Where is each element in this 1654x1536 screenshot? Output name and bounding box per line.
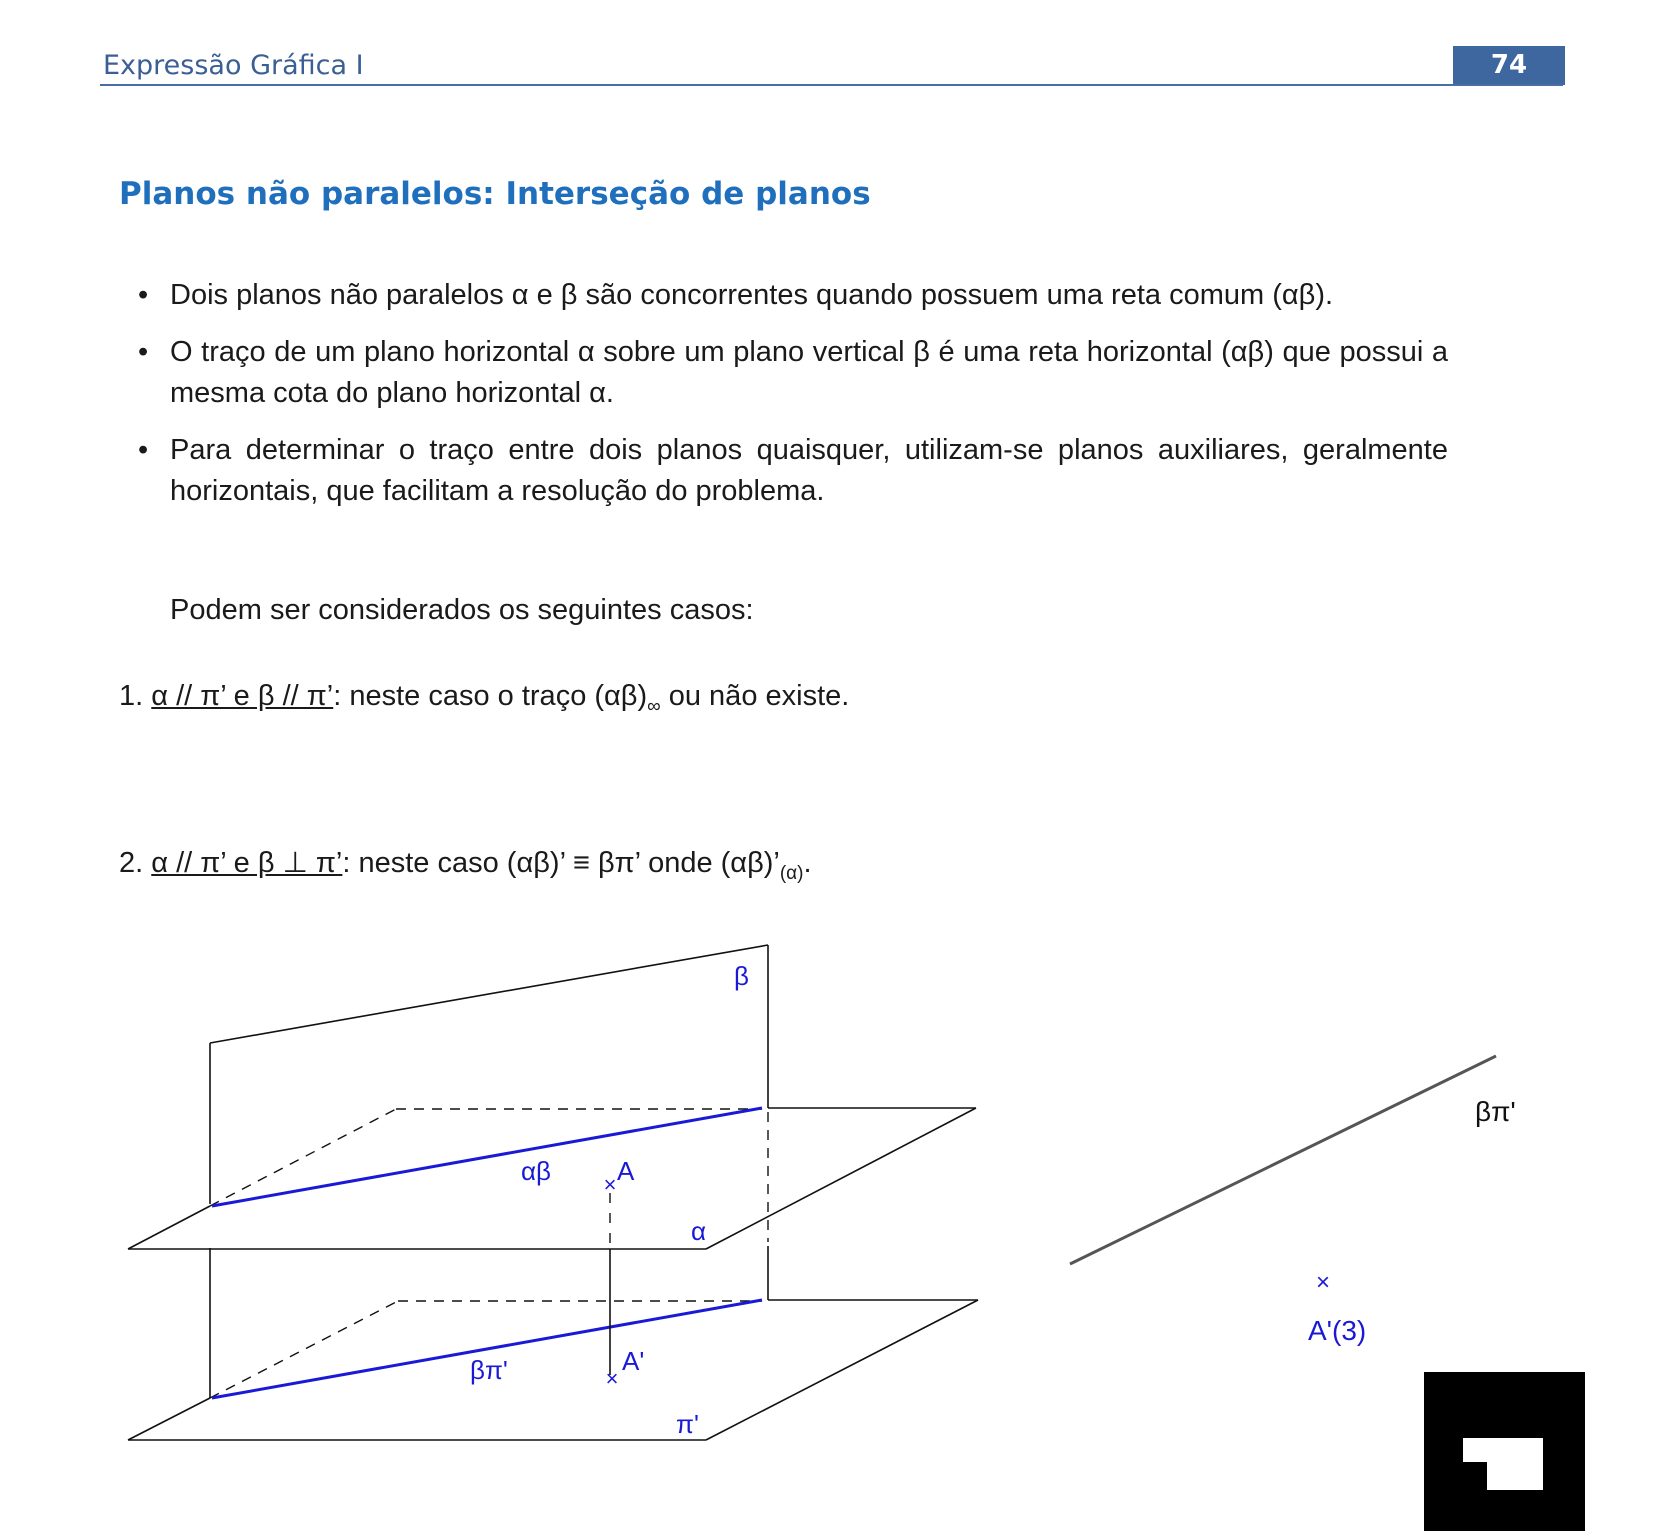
- bullet-list: [138, 275, 1448, 528]
- case-text-end: ou não existe.: [660, 680, 850, 712]
- intro-paragraph: Podem ser considerados os seguintes casos:: [170, 594, 754, 626]
- case-text: : neste caso (αβ)’ ≡ βπ’ onde (αβ)’: [342, 847, 780, 879]
- qr-code-pattern: [1424, 1372, 1585, 1531]
- case-text-end: .: [803, 847, 812, 879]
- bullet-item: • Dois planos não paralelos α e β são concorrentes quando possuem uma reta comum (αβ).: [138, 275, 1448, 316]
- case-condition: α // π’ e β ⊥ π’: [151, 847, 343, 879]
- right-point-marker: ×: [1315, 1269, 1331, 1296]
- plane-beta-outline: [210, 945, 768, 1398]
- right-point-label: A'(3): [1308, 1315, 1367, 1346]
- case-subscript: ∞: [647, 695, 661, 717]
- qr-code-image: [1424, 1372, 1585, 1531]
- label-Aprime: A': [622, 1346, 645, 1376]
- label-pi: π': [676, 1409, 699, 1439]
- bullet-item: • O traço de um plano horizontal α sobre um plano vertical β é uma reta horizontal (αβ) que possui a mesma cota do plano horizontal α.: [138, 332, 1448, 414]
- label-A: A: [617, 1156, 635, 1186]
- bullet-item: • Para determinar o traço entre dois planos quaisquer, utilizam-se planos auxiliares, geralmente horizontais, que facilitam a resolução do problema.: [138, 430, 1448, 512]
- case-condition: α // π’ e β // π’: [151, 680, 334, 712]
- planes-figure: [0, 930, 1654, 1531]
- right-label-betapi: βπ': [1475, 1096, 1516, 1127]
- label-betapi: βπ': [470, 1355, 508, 1385]
- label-alpha: α: [691, 1216, 707, 1246]
- case-1: [119, 680, 849, 718]
- right-line-betapi: [1070, 1056, 1496, 1264]
- point-A-marker: ×: [603, 1172, 617, 1197]
- section-title: Planos não paralelos: Interseção de planos: [119, 176, 871, 212]
- case-2: [119, 845, 812, 885]
- plane-pi-outline: [128, 1300, 978, 1440]
- plane-alpha-outline: [128, 1108, 976, 1249]
- label-alphabeta: αβ: [521, 1156, 551, 1186]
- page-number: 74: [1453, 46, 1565, 85]
- intersection-line-alphabeta: [212, 1108, 762, 1206]
- case-number: 2.: [119, 847, 144, 879]
- case-text: : neste caso o traço (αβ): [333, 680, 648, 712]
- header-title: Expressão Gráfica I: [103, 50, 364, 81]
- point-Aprime-marker: ×: [605, 1366, 619, 1391]
- case-subscript: (α): [779, 862, 804, 884]
- case-number: 1.: [119, 680, 144, 712]
- label-beta: β: [734, 961, 749, 991]
- header-rule: [100, 84, 1563, 86]
